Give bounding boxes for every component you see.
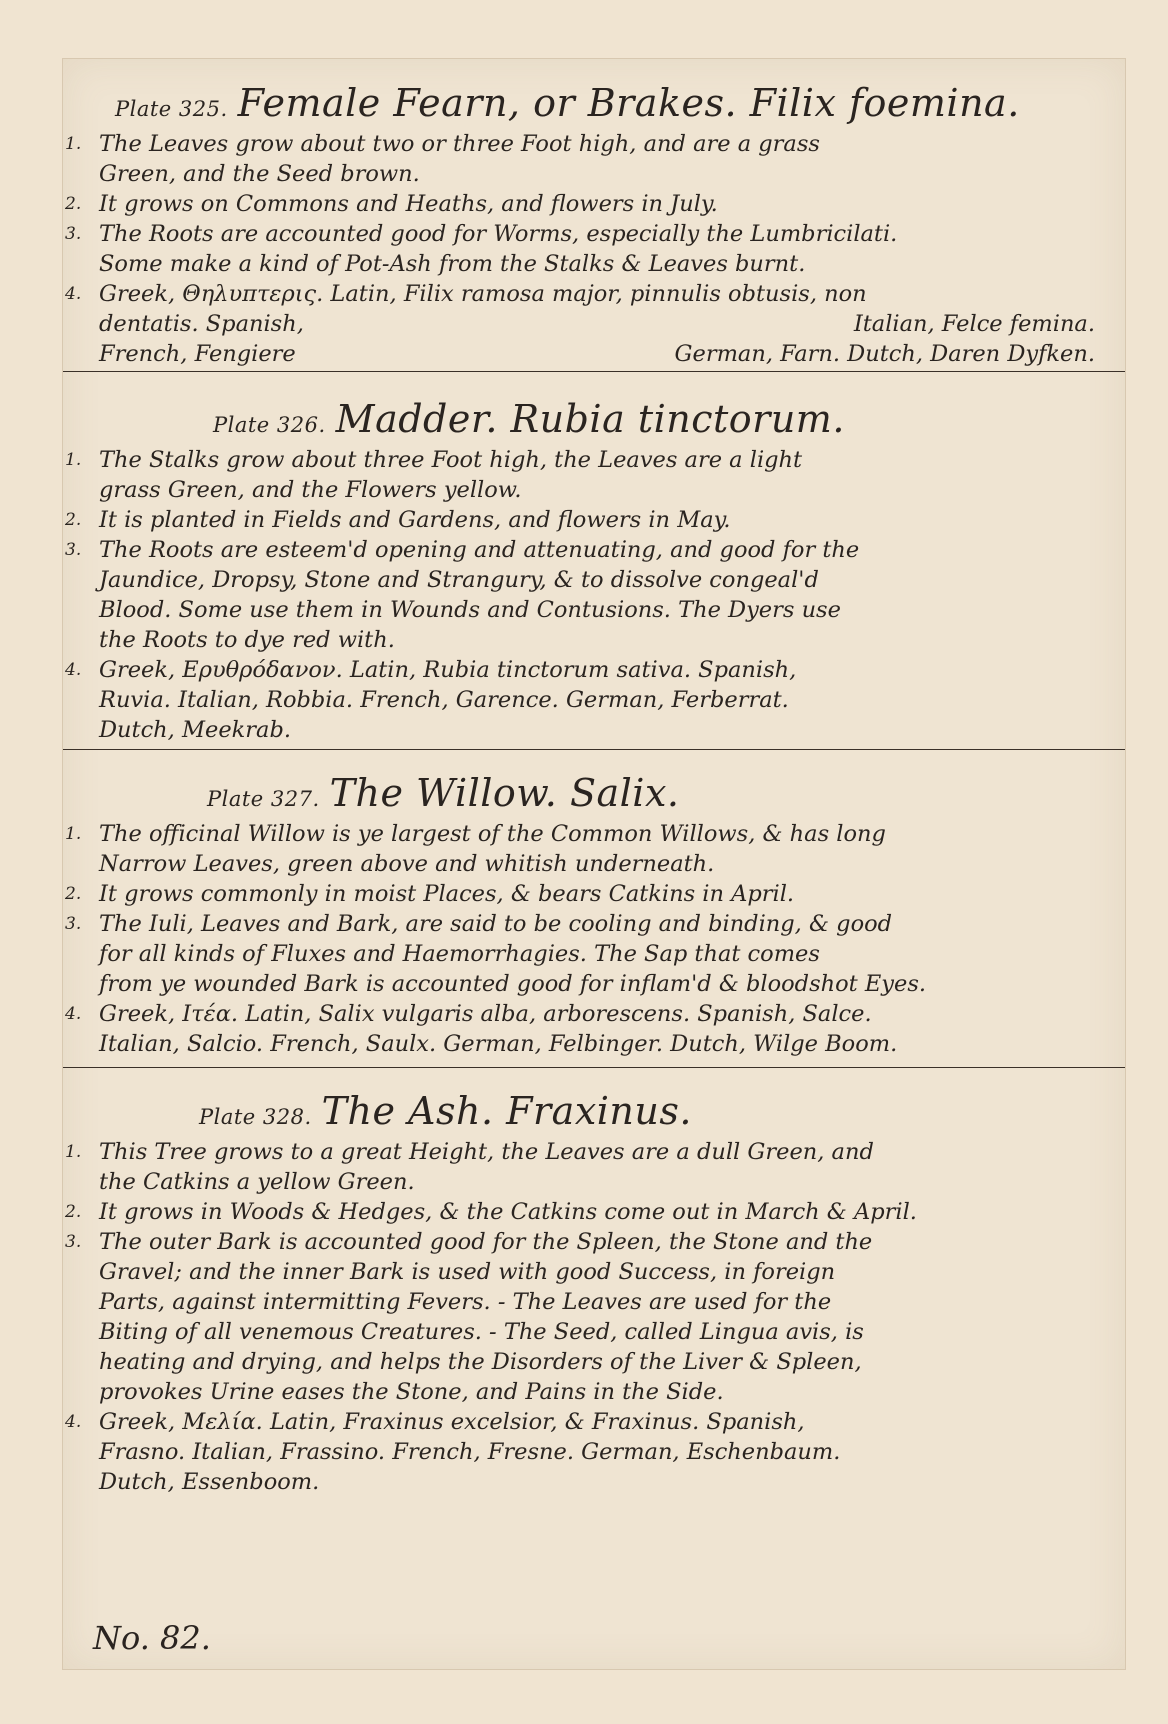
entry-line: dentatis. Spanish, xyxy=(99,311,304,337)
plate-328-heading xyxy=(63,1089,1125,1133)
entry-line: Greek, Ιτέα. Latin, Salix vulgaris alba, arborescens. Spanish, Salce. xyxy=(99,1001,872,1027)
entry-number: 2. xyxy=(65,510,82,530)
entry xyxy=(63,879,1125,909)
entry xyxy=(63,445,1125,505)
entry xyxy=(63,1137,1125,1197)
entry-line: the Roots to dye red with. xyxy=(99,627,395,653)
entry-line: French, Fengiere xyxy=(99,341,296,367)
entry-line: It is planted in Fields and Gardens, and flowers in May. xyxy=(99,507,731,533)
plate-327-heading xyxy=(63,771,1125,815)
entry-line: The outer Bark is accounted good for the Spleen, the Stone and the xyxy=(99,1229,873,1255)
entry xyxy=(63,655,1125,745)
entry-line: for all kinds of Fluxes and Haemorrhagies. The Sap that comes xyxy=(99,941,820,967)
plant-title: Madder. Rubia tinctorum. xyxy=(335,397,845,441)
engraved-plate xyxy=(62,58,1126,1670)
entry-line: It grows commonly in moist Places, & bears Catkins in April. xyxy=(99,881,795,907)
entry-line: The Stalks grow about three Foot high, the Leaves are a light xyxy=(99,447,803,473)
entry-line: Italian, Salcio. French, Saulx. German, Felbinger. Dutch, Wilge Boom. xyxy=(99,1031,898,1057)
entry-number: 4. xyxy=(65,1004,82,1024)
plate-number: Plate 327. xyxy=(207,787,320,811)
entry-line: Green, and the Seed brown. xyxy=(99,161,420,187)
entry-line: The officinal Willow is ye largest of the Common Willows, & has long xyxy=(99,821,886,847)
entry-number: 4. xyxy=(65,660,82,680)
plant-title: The Willow. Salix. xyxy=(329,771,680,815)
entry-line: Ruvia. Italian, Robbia. French, Garence. German, Ferberrat. xyxy=(99,687,789,713)
entry-line: Biting of all venemous Creatures. - The Seed, called Lingua avis, is xyxy=(99,1319,864,1345)
entry-line: Narrow Leaves, green above and whitish underneath. xyxy=(99,851,715,877)
entry-line: Italian, Felce femina. xyxy=(853,311,1095,337)
entry xyxy=(63,535,1125,655)
entry-number: 3. xyxy=(65,540,82,560)
entry-line: It grows on Commons and Heaths, and flowers in July. xyxy=(99,191,718,217)
entry-number: 3. xyxy=(65,1232,82,1252)
entry xyxy=(63,999,1125,1059)
entry-line: from ye wounded Bark is accounted good for inflam'd & bloodshot Eyes. xyxy=(99,971,927,997)
entry-line: Dutch, Essenboom. xyxy=(99,1469,320,1495)
entry-number: 2. xyxy=(65,884,82,904)
entry-line: grass Green, and the Flowers yellow. xyxy=(99,477,522,503)
plate-328-section xyxy=(63,1089,1125,1497)
divider xyxy=(63,749,1125,750)
plate-footer-number: No. 82. xyxy=(93,1619,211,1657)
entry-line: provokes Urine eases the Stone, and Pains in the Side. xyxy=(99,1379,724,1405)
entry-line: Some make a kind of Pot-Ash from the Stalks & Leaves burnt. xyxy=(99,251,806,277)
plant-title: The Ash. Fraxinus. xyxy=(321,1089,692,1133)
entry-number: 4. xyxy=(65,1412,82,1432)
entry-line: German, Farn. Dutch, Daren Dyfken. xyxy=(674,341,1095,367)
entry-line: Frasno. Italian, Frassino. French, Fresne. German, Eschenbaum. xyxy=(99,1439,841,1465)
plate-327-section xyxy=(63,771,1125,1059)
entry-number: 1. xyxy=(65,824,82,844)
entry-number: 2. xyxy=(65,1202,82,1222)
entry-number: 3. xyxy=(65,914,82,934)
entry-line: heating and drying, and helps the Disorders of the Liver & Spleen, xyxy=(99,1349,862,1375)
entry xyxy=(63,819,1125,879)
entry xyxy=(63,1227,1125,1407)
entry-line: The Leaves grow about two or three Foot high, and are a grass xyxy=(99,131,820,157)
entry-number: 1. xyxy=(65,1142,82,1162)
entry-number: 1. xyxy=(65,450,82,470)
divider xyxy=(63,371,1125,372)
entry-line: The Roots are accounted good for Worms, especially the Lumbricilati. xyxy=(99,221,898,247)
entry-line: The Roots are esteem'd opening and attenuating, and good for the xyxy=(99,537,860,563)
entry-number: 3. xyxy=(65,224,82,244)
entry xyxy=(63,1407,1125,1497)
entry-line: the Catkins a yellow Green. xyxy=(99,1169,415,1195)
entry-line: It grows in Woods & Hedges, & the Catkins come out in March & April. xyxy=(99,1199,917,1225)
entry xyxy=(63,189,1125,219)
entry xyxy=(63,909,1125,999)
entry-line: Parts, against intermitting Fevers. - The Leaves are used for the xyxy=(99,1289,832,1315)
entry-line: Blood. Some use them in Wounds and Contusions. The Dyers use xyxy=(99,597,841,623)
plate-number: Plate 326. xyxy=(213,413,326,437)
entry-number: 1. xyxy=(65,134,82,154)
plate-326-heading xyxy=(63,397,1125,441)
plate-325-section xyxy=(63,81,1125,369)
plate-number: Plate 325. xyxy=(115,97,228,121)
entry-line: Greek, Θηλυπτερις. Latin, Filix ramosa major, pinnulis obtusis, non xyxy=(99,281,867,307)
entry-number: 4. xyxy=(65,284,82,304)
entry-line: Greek, Μελία. Latin, Fraxinus excelsior, & Fraxinus. Spanish, xyxy=(99,1409,805,1435)
entry xyxy=(63,279,1125,369)
entry xyxy=(63,1197,1125,1227)
plate-number: Plate 328. xyxy=(199,1105,312,1129)
entry xyxy=(63,505,1125,535)
plant-title: Female Fearn, or Brakes. Filix foemina. xyxy=(237,81,1020,125)
entry xyxy=(63,219,1125,279)
entry-number: 2. xyxy=(65,194,82,214)
divider xyxy=(63,1067,1125,1068)
entry-line: Greek, Ερυθρόδανον. Latin, Rubia tinctorum sativa. Spanish, xyxy=(99,657,797,683)
entry xyxy=(63,129,1125,189)
entry-line: Gravel; and the inner Bark is used with good Success, in foreign xyxy=(99,1259,836,1285)
entry-line: Dutch, Meekrab. xyxy=(99,717,291,743)
entry-line: This Tree grows to a great Height, the Leaves are a dull Green, and xyxy=(99,1139,874,1165)
plate-326-section xyxy=(63,397,1125,745)
plate-325-heading xyxy=(63,81,1125,125)
entry-line: The Iuli, Leaves and Bark, are said to be cooling and binding, & good xyxy=(99,911,893,937)
entry-line: Jaundice, Dropsy, Stone and Strangury, & to dissolve congeal'd xyxy=(99,567,819,593)
